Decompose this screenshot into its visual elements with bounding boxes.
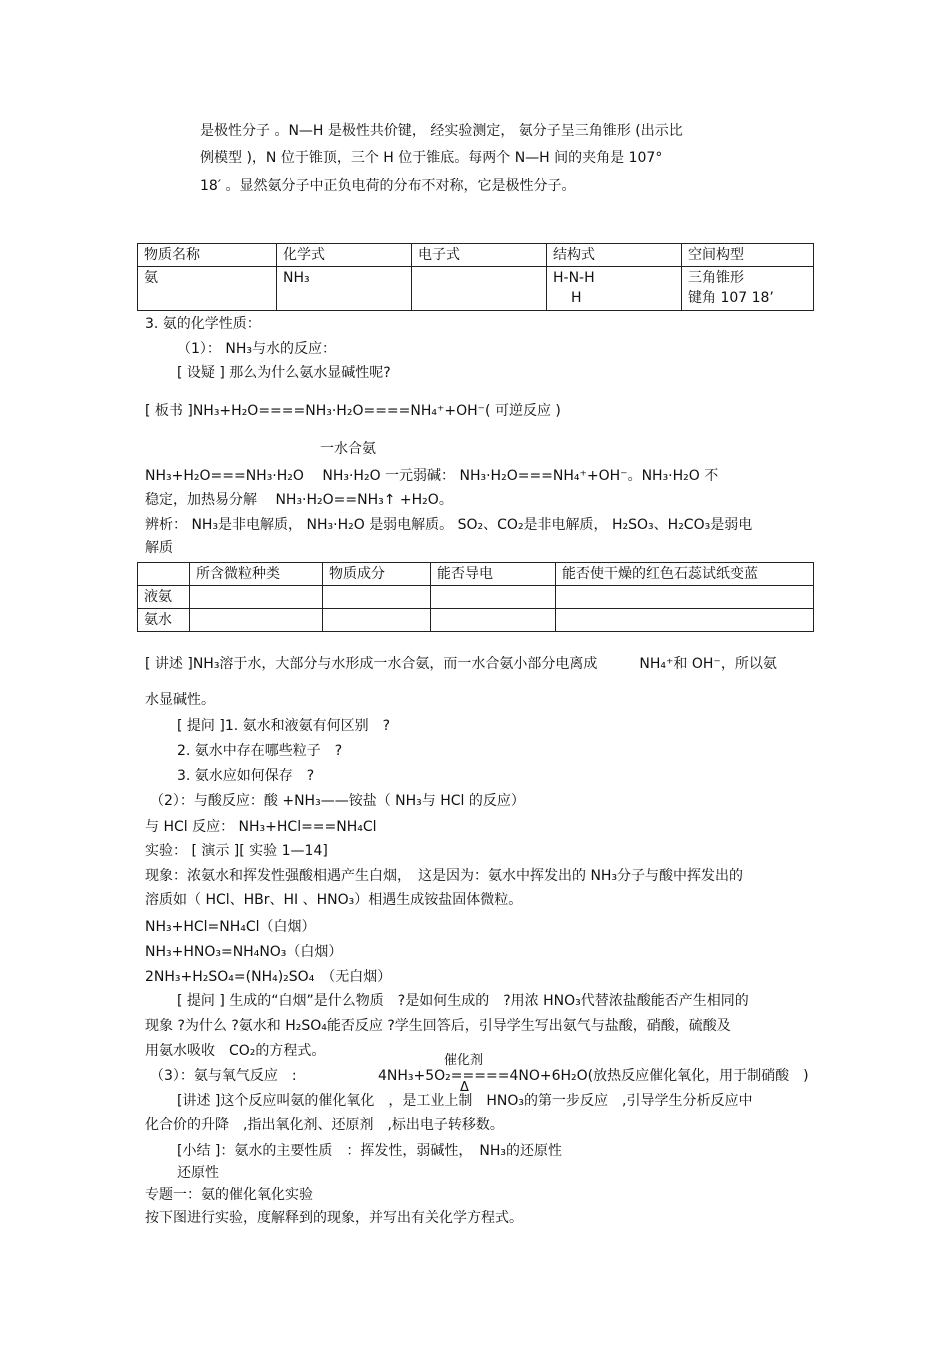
topic-title: 专题一：氨的催化氧化实验 — [145, 1187, 313, 1203]
structure-line-1: H-N-H — [553, 270, 595, 286]
oxidation-equation: 4NH₃+5O₂=====4NO+6H₂O(放热反应催化氧化，用于制硝酸 ) — [378, 1068, 809, 1084]
structure-line-2: H — [571, 290, 582, 306]
equation-line-2: 稳定，加热易分解 NH₃·H₂O==NH₃↑ +H₂O。 — [145, 492, 453, 508]
table-header-cell: 物质名称 — [138, 244, 277, 267]
lecture-1-line-2: 水显碱性。 — [145, 692, 215, 708]
question-3: 3. 氨水应如何保存 ? — [177, 768, 315, 784]
table-header-cell: 化学式 — [277, 244, 412, 267]
subsection-1: （1）： NH₃与水的反应： — [177, 341, 336, 357]
phenomenon-line-1: 现象：浓氨水和挥发性强酸相遇产生白烟， 这是因为：氨水中挥发出的 NH₃分子与酸中挥发出的 — [145, 868, 744, 884]
question-1: [ 提问 ]1. 氨水和液氨有何区别 ? — [177, 718, 391, 734]
heat-symbol: Δ — [460, 1080, 469, 1095]
question-white-smoke-line-2: 现象 ?为什么 ?氨水和 H₂SO₄能否反应 ?学生回答后，引导学生写出氨气与盐酸，硝酸，硫酸及 — [145, 1018, 731, 1034]
table-header-cell: 结构式 — [547, 244, 682, 267]
analysis-line-2: 解质 — [145, 540, 173, 556]
table-row — [138, 586, 814, 609]
table-header-cell: 物质成分 — [323, 563, 431, 586]
table-cell: 氨 — [138, 267, 277, 311]
comparison-table — [137, 562, 814, 632]
table-header-cell: 所含微粒种类 — [190, 563, 323, 586]
table-row — [138, 267, 814, 311]
table-cell — [431, 586, 556, 609]
table-header-cell — [138, 563, 190, 586]
query-1: [ 设疑 ] 那么为什么氨水显碱性呢? — [177, 365, 391, 381]
experiment-line: 实验： [ 演示 ][ 实验 1—14] — [145, 843, 328, 859]
table-cell: NH₃ — [277, 267, 412, 311]
subsection-3: （3）：氨与氧气反应 : — [150, 1068, 297, 1084]
table-cell — [556, 609, 814, 632]
table-cell — [190, 609, 323, 632]
analysis-line-1: 辨析： NH₃是非电解质， NH₃·H₂O 是弱电解质。 SO₂、CO₂是非电解质， H₂SO₃、H₂CO₃是弱电 — [145, 517, 753, 533]
board-equation: [ 板书 ]NH₃+H₂O====NH₃·H₂O====NH₄⁺+OH⁻( 可逆反应 ) — [145, 403, 561, 419]
equation-line-1: NH₃+H₂O===NH₃·H₂O NH₃·H₂O 一元弱碱： NH₃·H₂O===NH₄⁺+OH⁻。NH₃·H₂O 不 — [145, 468, 719, 484]
table-cell — [412, 267, 547, 311]
ammonia-properties-table — [137, 243, 814, 311]
subsection-2: （2）：与酸反应：酸 +NH₃——铵盐（ NH₃与 HCl 的反应） — [150, 793, 525, 809]
catalyst-label: 催化剂 — [444, 1053, 484, 1068]
summary-continued: 还原性 — [177, 1165, 219, 1181]
phenomenon-line-2: 溶质如（ HCl、HBr、HI 、HNO₃）相遇生成铵盐固体微粒。 — [145, 892, 523, 908]
table-cell — [547, 267, 682, 311]
table-cell: 氨水 — [138, 609, 190, 632]
intro-line-1: 是极性分子 。N—H 是极性共价键， 经实验测定， 氨分子呈三角锥形 (出示比 — [200, 123, 683, 139]
table-header-cell: 空间构型 — [682, 244, 814, 267]
table-cell — [190, 586, 323, 609]
table-header-row — [138, 563, 814, 586]
section-title: 3. 氨的化学性质： — [145, 316, 261, 332]
reaction-1: NH₃+HCl=NH₄Cl（白烟） — [145, 919, 316, 935]
table-cell — [323, 586, 431, 609]
table-cell: 液氨 — [138, 586, 190, 609]
shape-line-1: 三角锥形 — [688, 270, 744, 286]
instruction-text: 按下图进行实验，度解释到的现象，并写出有关化学方程式。 — [145, 1210, 523, 1226]
lecture-2-line-2: 化合价的升降 ,指出氧化剂、还原剂 ,标出电子转移数。 — [145, 1117, 504, 1133]
intro-line-2: 例模型 )，N 位于锥顶，三个 H 位于锥底。每两个 N—H 间的夹角是 107° — [200, 150, 663, 166]
reaction-3: 2NH₃+H₂SO₄=(NH₄)₂SO₄ （无白烟） — [145, 969, 392, 985]
question-white-smoke-line-1: [ 提问 ] 生成的“白烟”是什么物质 ?是如何生成的 ?用浓 HNO₃代替浓盐酸能否产生相同的 — [177, 993, 749, 1009]
table-cell — [431, 609, 556, 632]
table-cell — [682, 267, 814, 311]
table-cell — [323, 609, 431, 632]
intro-line-3: 18′ 。显然氨分子中正负电荷的分布不对称，它是极性分子。 — [200, 178, 576, 194]
table-cell — [556, 586, 814, 609]
table-header-cell: 电子式 — [412, 244, 547, 267]
reaction-2: NH₃+HNO₃=NH₄NO₃（白烟） — [145, 944, 343, 960]
table-header-cell: 能否导电 — [431, 563, 556, 586]
lecture-2-line-1: [讲述 ]这个反应叫氨的催化氧化 ，是工业上制 HNO₃的第一步反应 ,引导学生分析反应中 — [177, 1093, 753, 1109]
lecture-1-line-1: [ 讲述 ]NH₃溶于水，大部分与水形成一水合氨，而一水合氨小部分电离成 NH₄⁺和 OH⁻，所以氨 — [145, 656, 777, 672]
shape-line-2: 键角 107 18’ — [688, 290, 774, 306]
summary: [小结 ]：氨水的主要性质 ：挥发性，弱碱性， NH₃的还原性 — [177, 1143, 562, 1159]
hcl-reaction: 与 HCl 反应： NH₃+HCl===NH₄Cl — [145, 819, 377, 835]
board-label: 一水合氨 — [320, 441, 376, 457]
question-white-smoke-line-3: 用氨水吸收 CO₂的方程式。 — [145, 1043, 326, 1059]
table-header-cell: 能否使干燥的红色石蕊试纸变蓝 — [556, 563, 814, 586]
table-header-row — [138, 244, 814, 267]
table-row — [138, 609, 814, 632]
question-2: 2. 氨水中存在哪些粒子 ? — [177, 743, 343, 759]
